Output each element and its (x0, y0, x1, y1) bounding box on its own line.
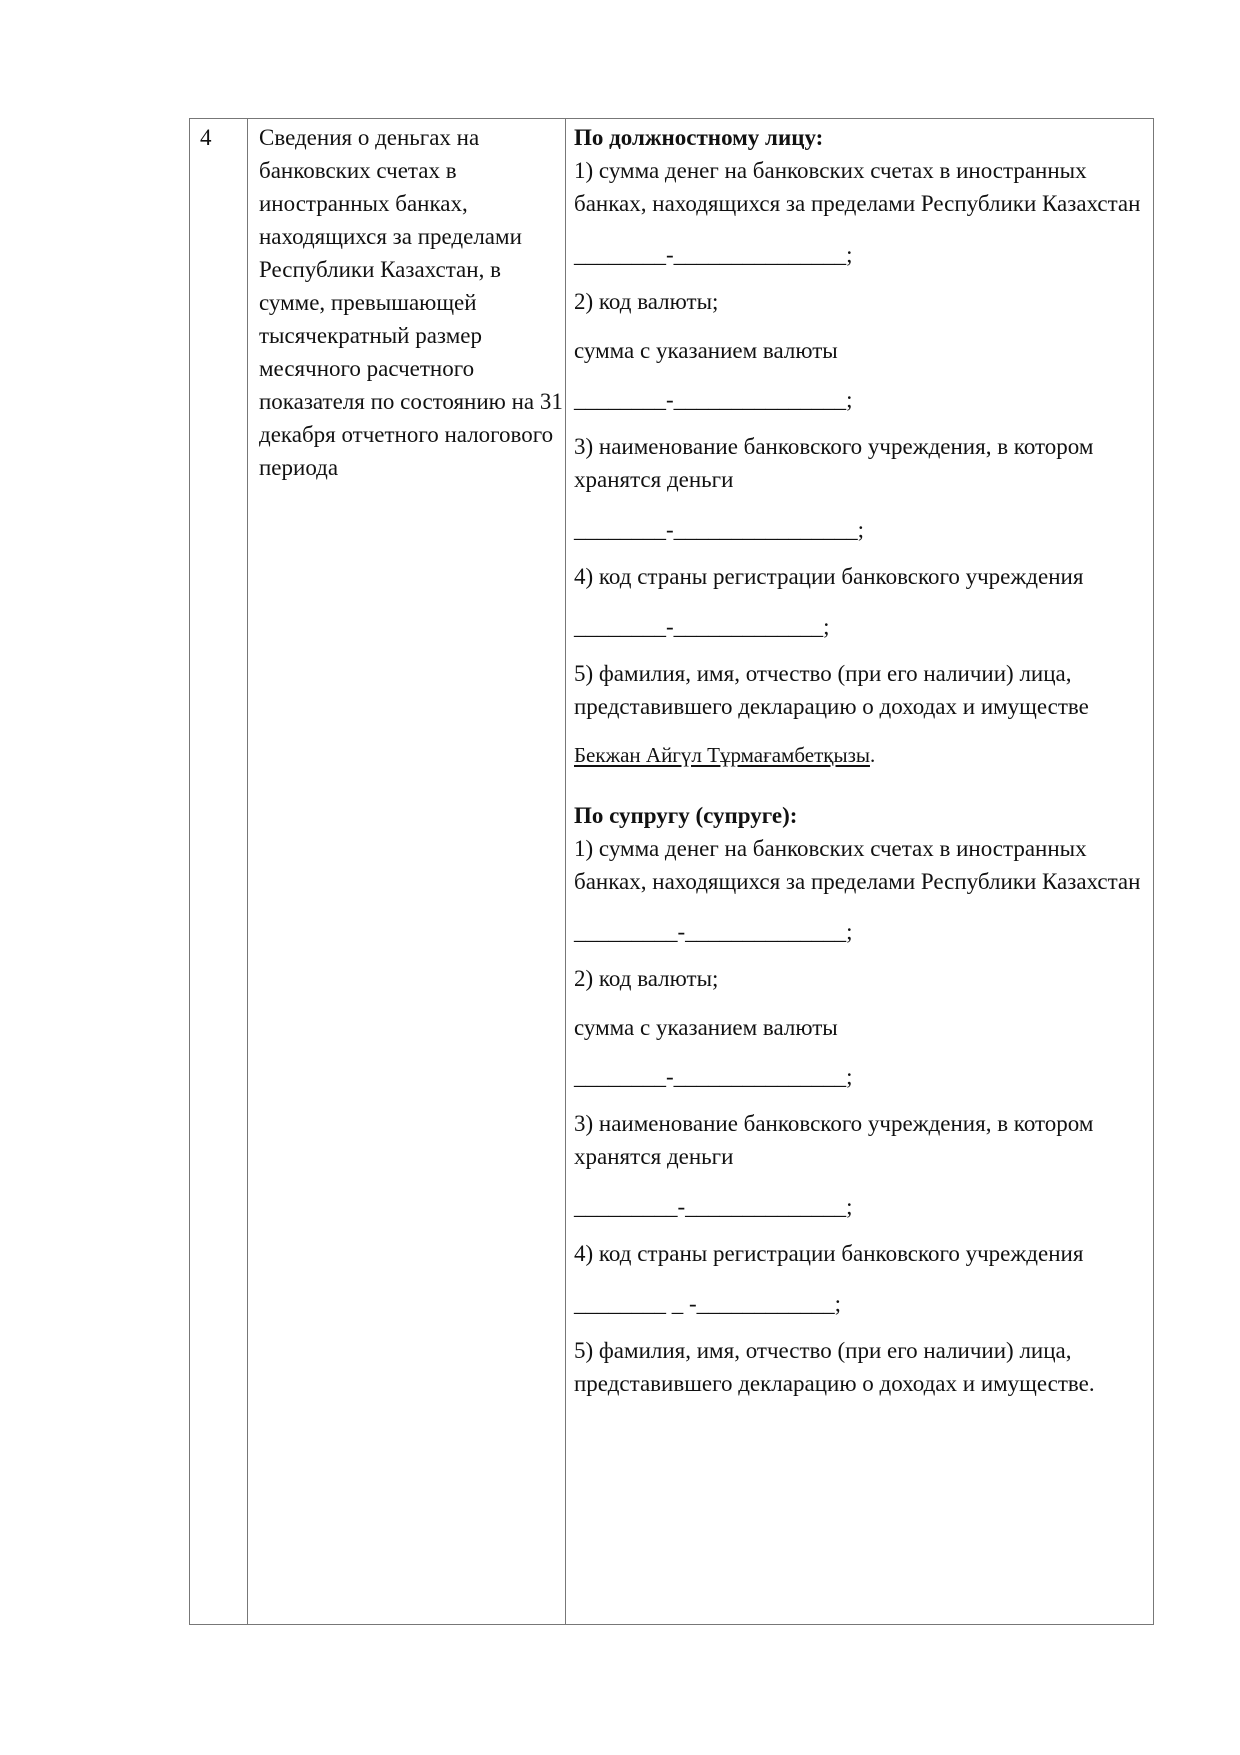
official-name-line (574, 738, 1149, 772)
official-blank-4: ________-_____________; (574, 614, 830, 639)
row-number: 4 (200, 125, 212, 150)
column-divider (565, 119, 566, 1624)
official-item-5: 5) фамилия, имя, отчество (при его наличии) лица, представившего декларацию о доходах и имуществе (574, 661, 1089, 719)
official-name: Бекжан Айгүл Тұрмағамбетқызы (574, 743, 870, 767)
spouse-item-4: 4) код страны регистрации банковского учреждения (574, 1241, 1084, 1266)
official-item-2: 2) код валюты; (574, 289, 719, 314)
official-name-end: . (869, 743, 876, 767)
spouse-blank-1: _________-______________; (574, 919, 853, 944)
spouse-blank-2: ________-_______________; (574, 1064, 853, 1089)
official-blank-2: ________-_______________; (574, 387, 853, 412)
official-heading: По должностному лицу: (574, 125, 824, 150)
spouse-blank-4: ________ _ -____________; (574, 1291, 842, 1316)
official-item-2b: сумма с указанием валюты (574, 338, 838, 363)
spouse-item-1: 1) сумма денег на банковских счетах в иностранных банках, находящихся за пределами Республики Казахстан (574, 836, 1141, 894)
column-divider (247, 119, 248, 1624)
spouse-blank-3: _________-______________; (574, 1194, 853, 1219)
spouse-item-2b: сумма с указанием валюты (574, 1015, 838, 1040)
spouse-item-5: 5) фамилия, имя, отчество (при его наличии) лица, представившего декларацию о доходах и имуществе. (574, 1338, 1095, 1396)
official-item-4: 4) код страны регистрации банковского учреждения (574, 564, 1084, 589)
row-description: Сведения о деньгах на банковских счетах в иностранных банках, находящихся за пределами Республики Казахстан, в сумме, превышающей тысячекратный размер месячного расчетного показателя по состоянию на 31 декабря отчетного налогового периода (259, 125, 563, 480)
spouse-heading: По супругу (супруге): (574, 803, 798, 828)
declaration-table (189, 118, 1154, 1625)
row-content (574, 121, 1149, 1400)
official-item-3: 3) наименование банковского учреждения, в котором хранятся деньги (574, 434, 1094, 492)
spouse-item-2: 2) код валюты; (574, 966, 719, 991)
official-blank-1: ________-_______________; (574, 242, 853, 267)
official-item-1: 1) сумма денег на банковских счетах в иностранных банках, находящихся за пределами Республики Казахстан (574, 158, 1141, 216)
official-blank-3: ________-________________; (574, 517, 865, 542)
spouse-item-3: 3) наименование банковского учреждения, в котором хранятся деньги (574, 1111, 1094, 1169)
